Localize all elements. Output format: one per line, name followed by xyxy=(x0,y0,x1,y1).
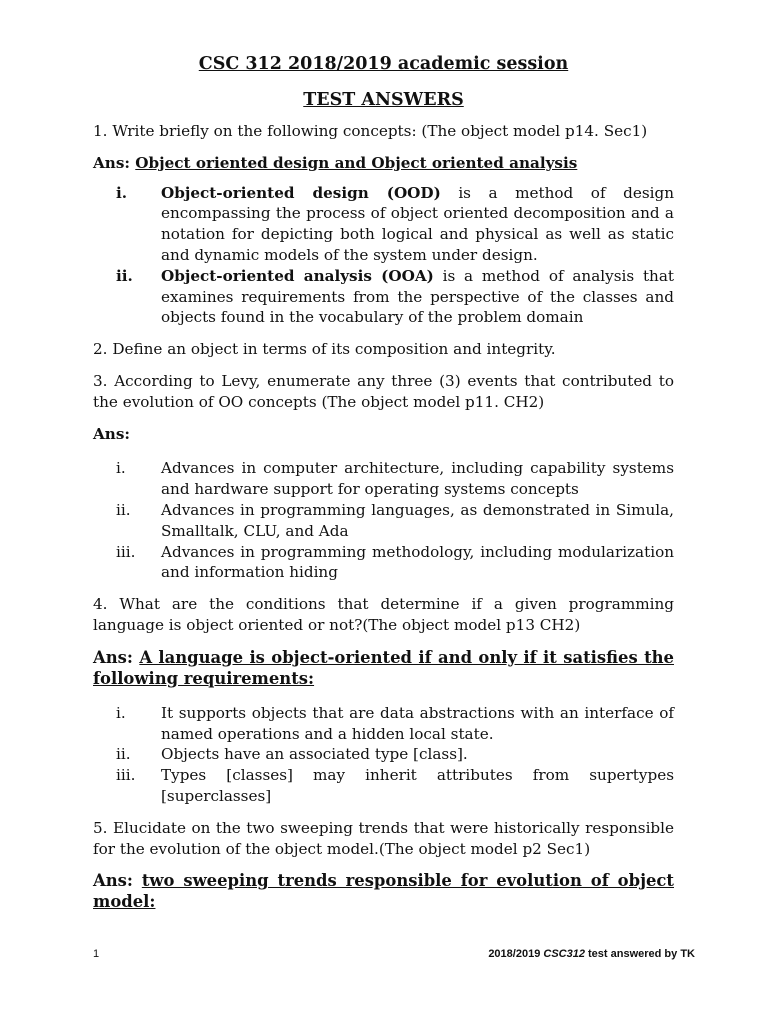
list-item xyxy=(93,500,674,542)
list-item-number: iii. xyxy=(116,542,136,561)
answer-4-heading xyxy=(93,647,674,689)
list-item-text: Types [classes] may inherit attributes from supertypes [superclasses] xyxy=(161,766,674,805)
answer-heading-text: two sweeping trends responsible for evolution of object model: xyxy=(93,871,674,912)
list-item-term: Object-oriented design (OOD) xyxy=(161,183,441,202)
question-1: 1. Write briefly on the following concepts: (The object model p14. Sec1) xyxy=(93,122,648,140)
list-item-text xyxy=(161,183,674,266)
list-item-text: It supports objects that are data abstractions with an interface of named operations and a hidden local state. xyxy=(161,703,674,743)
list-item-number: ii. xyxy=(116,266,133,285)
question-2: 2. Define an object in terms of its composition and integrity. xyxy=(93,340,556,359)
list-item-number: iii. xyxy=(116,766,136,785)
list-item-number: i. xyxy=(116,703,126,722)
answer-4-list xyxy=(93,703,674,807)
answer-label: Ans: xyxy=(93,647,133,667)
footer-prefix: 2018/2019 xyxy=(488,948,544,960)
list-item-number: ii. xyxy=(116,745,131,764)
question-3: 3. According to Levy, enumerate any three (3) events that contributed to the evolution of OO concepts (The object model p11. CH2) xyxy=(93,371,674,411)
footer-course: CSC312 xyxy=(543,948,585,960)
list-item-text xyxy=(161,266,674,328)
list-item xyxy=(93,744,674,765)
list-item-term: Object-oriented analysis (OOA) xyxy=(161,266,434,285)
list-item-number: i. xyxy=(116,459,126,478)
list-item xyxy=(93,765,674,807)
list-item-number: i. xyxy=(116,183,128,202)
list-item xyxy=(93,542,674,584)
answer-3-list xyxy=(93,458,674,583)
list-item-text: Advances in computer architecture, including capability systems and hardware support for operating systems concepts xyxy=(161,459,674,499)
list-item-text: Objects have an associated type [class]. xyxy=(161,745,468,764)
answer-label: Ans: xyxy=(93,424,130,443)
list-item xyxy=(93,266,674,328)
document-title: CSC 312 2018/2019 academic session xyxy=(198,54,569,74)
list-item xyxy=(93,703,674,745)
list-item-text: Advances in programming methodology, including modularization and information hiding xyxy=(161,542,674,582)
list-item xyxy=(93,183,674,266)
answer-5-heading xyxy=(93,870,674,912)
question-4: 4. What are the conditions that determine if a given programming language is object oriented or not?(The object model p13 CH2) xyxy=(93,595,674,634)
answer-label: Ans: xyxy=(93,871,133,891)
answer-heading-text: A language is object-oriented if and only if it satisfies the following requirements: xyxy=(93,647,674,688)
page-number: 1 xyxy=(93,948,100,960)
document-subtitle: TEST ANSWERS xyxy=(303,90,464,110)
answer-label: Ans: xyxy=(93,153,130,172)
answer-1-list xyxy=(93,183,674,329)
list-item-definition: is a method of analysis that examines requirements from the perspective of the classes and objects found in the vocabulary of the problem domain xyxy=(161,266,674,327)
list-item xyxy=(93,458,674,500)
footer-suffix: test answered by TK xyxy=(584,948,695,960)
list-item-text: Advances in programming languages, as demonstrated in Simula, Smalltalk, CLU, and Ada xyxy=(161,500,674,540)
question-5: 5. Elucidate on the two sweeping trends that were historically responsible for the evolution of the object model.(The object model p2 Sec1) xyxy=(93,818,674,858)
page-content xyxy=(93,52,674,923)
answer-heading-text: Object oriented design and Object oriented analysis xyxy=(135,153,578,172)
answer-3-heading xyxy=(93,424,674,445)
list-item-number: ii. xyxy=(116,500,131,519)
answer-1-heading xyxy=(93,153,674,174)
footer-caption xyxy=(488,948,695,960)
list-item-definition: is a method of design encompassing the process of object oriented decomposition and a notation for depicting both logical and physical as well as static and dynamic models of the system under design. xyxy=(161,183,674,264)
